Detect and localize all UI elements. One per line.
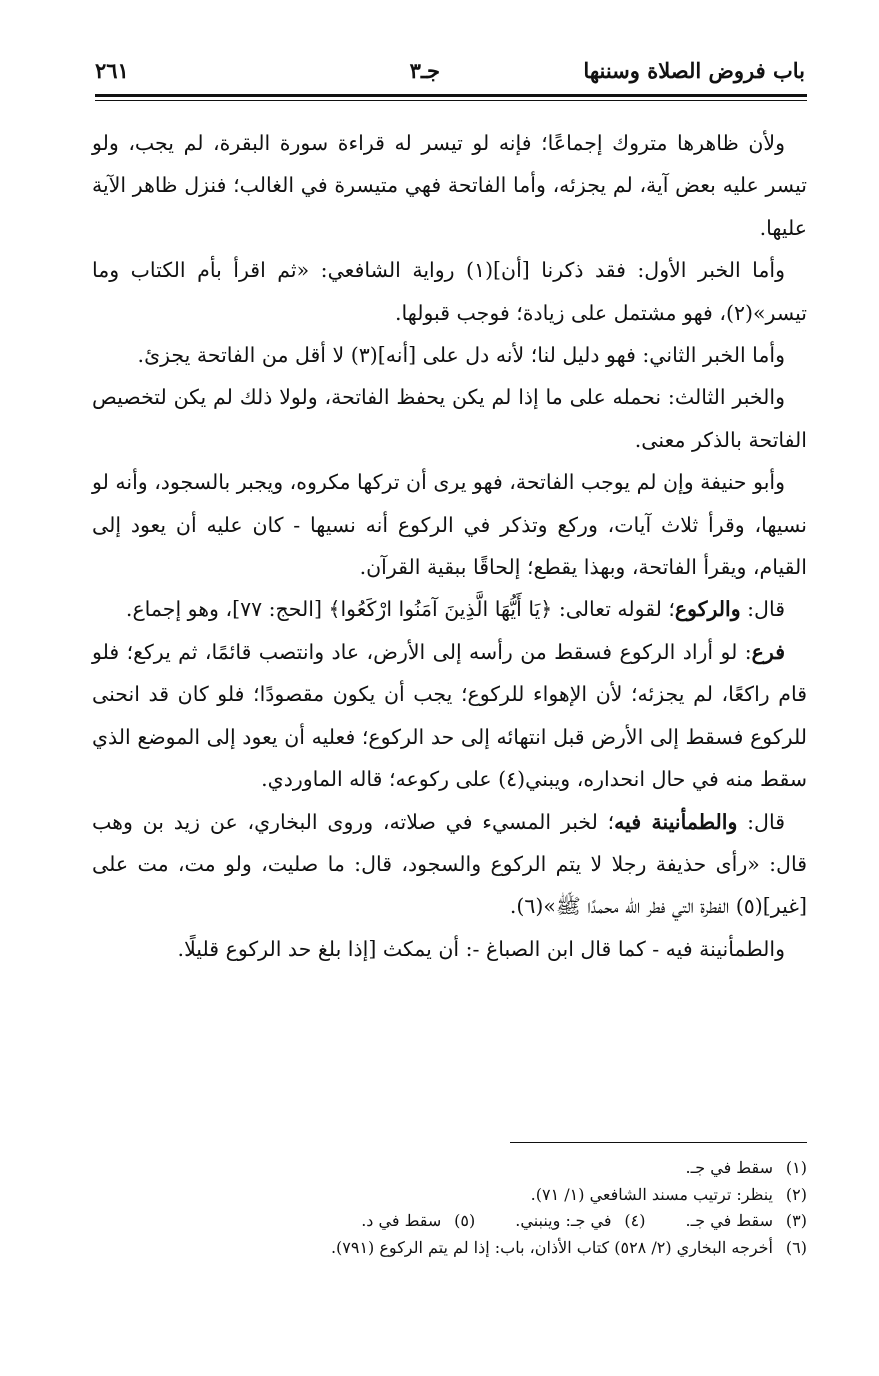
paragraph-4: والخبر الثالث: نحمله على ما إذا لم يكن يحفظ الفاتحة، ولولا ذلك لم يكن لتخصيص الفاتحة بالذكر معنى.: [92, 385, 807, 452]
header-rule-thin: [95, 100, 807, 101]
footnote-6: [90, 1235, 807, 1262]
keyword-tumanina: والطمأنينة فيه: [614, 809, 738, 834]
page-number: ٢٦١: [95, 58, 129, 83]
footnote-separator: [510, 1142, 807, 1143]
footnote-text: أخرجه البخاري (٢/ ٥٢٨) كتاب الأذان، باب: إذا لم يتم الركوع (٧٩١).: [330, 1237, 773, 1257]
qal-label: قال:: [740, 597, 785, 622]
footnote-number: (٢): [785, 1184, 807, 1204]
footnote-text: في جـ: وينبني.: [515, 1211, 612, 1230]
keyword-far: فرع: [751, 639, 785, 664]
footnote-row-3-5: [90, 1208, 807, 1235]
volume-label: جـ٣: [409, 58, 440, 83]
qal-label: قال:: [737, 809, 785, 834]
footnote-text: سقط في د.: [361, 1211, 442, 1230]
footnote-number: (٣): [785, 1211, 807, 1230]
footnote-text: سقط في جـ.: [685, 1211, 773, 1230]
footnote-text: سقط في جـ.: [685, 1158, 773, 1177]
paragraph-1: ولأن ظاهرها متروك إجماعًا؛ فإنه لو تيسر له قراءة سورة البقرة، لم يجب، ولو تيسر عليه بعض آية، لم يجزئه، وأما الفاتحة فهي متيسرة في الغالب؛ فنزل ظاهر الآية عليها.: [92, 131, 807, 240]
paragraph-2: وأما الخبر الأول: فقد ذكرنا [أن](١) رواية الشافعي: «ثم اقرأ بأم الكتاب وما تيسر»(٢)، فهو مشتمل على زيادة؛ فوجب قبولها.: [92, 258, 807, 325]
page-header: [95, 58, 805, 98]
paragraph-6: [92, 588, 807, 630]
footnote-number: (٥): [454, 1211, 476, 1230]
main-text: [92, 122, 807, 970]
footnote-number: (٦): [785, 1237, 807, 1257]
footnote-2: [90, 1182, 807, 1209]
paragraph-8: [92, 801, 807, 928]
chapter-title: باب فروض الصلاة وسننها: [583, 58, 805, 83]
paragraph-7-text: : لو أراد الركوع فسقط من رأسه إلى الأرض، عاد وانتصب قائمًا، ثم يركع؛ فلو قام راكعًا، لم يجزئه؛ لأن الإهواء للركوع؛ يجب أن يكون مقصودًا؛ فلو كان قد انحنى للركوع فسقط إلى الأرض قبل انتهائه إلى حد الركوع؛ فعليه أن يعود إلى الموضع الذي سقط منه في حال انحداره، ويبني(٤) على ركوعه؛ قاله الماوردي.: [92, 639, 807, 792]
footnote-text: ينظر: ترتيب مسند الشافعي (١/ ٧١).: [530, 1184, 773, 1204]
paragraph-6-text: ؛ لقوله تعالى: ﴿يَا أَيُّهَا الَّذِينَ آمَنُوا ارْكَعُوا﴾ [الحج: ٧٧]، وهو إجماع.: [125, 597, 675, 622]
paragraph-7: [92, 631, 807, 801]
footnotes: [90, 1155, 807, 1261]
keyword-ruku: والركوع: [674, 597, 741, 622]
paragraph-5: وأبو حنيفة وإن لم يوجب الفاتحة، فهو يرى أن تركها مكروه، ويجبر بالسجود، وأنه لو نسيها، وقرأ ثلاث آيات، وركع وتذكر في الركوع أنه نسيها - كان عليه أن يعود إلى القيام، ويقرأ الفاتحة، وبهذا يقطع؛ إلحاقًا ببقية القرآن.: [92, 470, 807, 580]
footnote-1: [90, 1155, 807, 1182]
paragraph-3: وأما الخبر الثاني: فهو دليل لنا؛ لأنه دل على [أنه](٣) لا أقل من الفاتحة يجزئ.: [137, 343, 785, 368]
header-rule-thick: [95, 94, 807, 97]
footnote-number: (٤): [624, 1211, 646, 1230]
footnote-number: (١): [785, 1158, 807, 1177]
paragraph-9: والطمأنينة فيه - كما قال ابن الصباغ -: أن يمكث [إذا بلغ حد الركوع قليلًا.: [177, 936, 785, 961]
paragraph-8-text: ؛ لخبر المسيء في صلاته، وروى البخاري، عن زيد بن وهب قال: «رأى حذيفة رجلا لا يتم الركوع والسجود، قال: ما صليت، ولو مت، مت على [غير](٥) الفطرة التي فطر الله محمدًا ﷺ»(٦).: [92, 809, 807, 919]
